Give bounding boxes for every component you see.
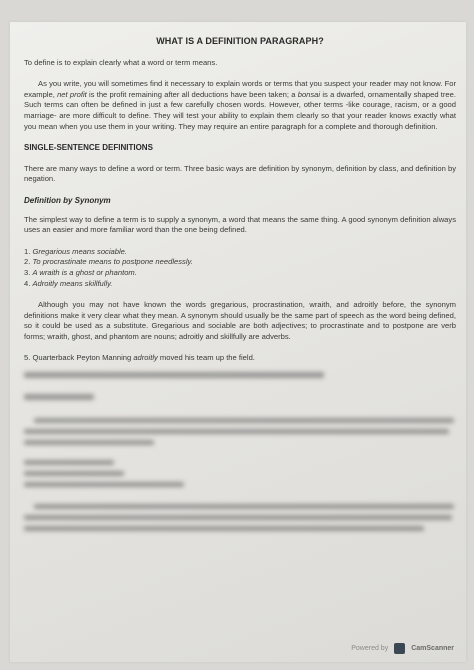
example-list — [24, 247, 456, 289]
camscanner-brand: CamScanner — [411, 645, 454, 652]
list-item — [24, 257, 456, 268]
example-5-text-a: 5. Quarterback Peyton Manning — [24, 353, 134, 363]
blurred-text-placeholder — [24, 372, 456, 587]
blurred-content — [24, 372, 456, 591]
list-number: 4. — [24, 278, 33, 288]
paragraph-3: The simplest way to define a term is to supply a synonym, a word that means the same thing. A good synonym definition always uses an easier and more familiar word than the one being defined. — [24, 214, 456, 235]
page-title: WHAT IS A DEFINITION PARAGRAPH? — [156, 36, 324, 46]
paragraph-1 — [24, 79, 456, 132]
paragraph-4: Although you may not have known the words gregarious, procrastination, wraith, and adroitly before, the synonym definitions make it very clear what they mean. A synonym should usually be the same part of speech as the word being defined, so it could be used as a substitute. Gregarious and sociable are both adjectives; to procrastinate and to postpone are verb forms; wraith, ghost, and phantom are nouns; adroitly and skillfully are adverbs. — [24, 300, 456, 341]
section-heading: SINGLE-SENTENCE DEFINITIONS — [24, 143, 153, 153]
scanner-footer — [351, 643, 454, 654]
document-page — [10, 22, 466, 662]
list-text: A wraith is a ghost or phantom. — [32, 267, 137, 277]
list-text: To procrastinate means to postpone needlessly. — [32, 257, 193, 267]
document-content — [24, 36, 456, 591]
list-item — [24, 247, 456, 258]
list-item — [24, 268, 456, 279]
list-number: 1. — [24, 246, 33, 256]
term-bonsai: bonsai — [297, 89, 321, 99]
intro-sentence: To define is to explain clearly what a word or term means. — [24, 57, 218, 67]
example-5-text-b: moved his team up the field. — [157, 353, 255, 363]
list-text: Adroitly means skillfully. — [32, 278, 113, 288]
list-item — [24, 279, 456, 290]
term-net-profit: net profit — [57, 89, 87, 99]
powered-by-label: Powered by — [351, 645, 389, 652]
list-number: 2. — [24, 257, 33, 267]
paragraph-1-text-b: is the profit remaining after all deductions have been taken; a — [86, 89, 298, 99]
paragraph-1-text-a: As you write, you will sometimes find it necessary to explain words or terms that you suspect your reader may not know. For example, — [24, 79, 456, 99]
example-5-term: adroitly — [133, 353, 158, 363]
subheading-synonym: Definition by Synonym — [24, 195, 111, 205]
list-text: Gregarious means sociable. — [32, 246, 128, 256]
example-5 — [24, 353, 456, 364]
paragraph-2: There are many ways to define a word or term. Three basic ways are definition by synonym, definition by class, and definition by negation. — [24, 163, 456, 184]
camscanner-logo-icon — [394, 643, 405, 654]
list-number: 3. — [24, 267, 33, 277]
paragraph-1-text-c: is a dwarfed, ornamentally shaped tree. Such terms can often be defined in just a few carefully chosen words. However, other terms -like courage, racism, or a good marriage- are more difficult to define. They will test your ability to explain them clearly so that your reader knows exactly what you mean when you use them in your writing. They may require an entire paragraph for a complete and thorough definition. — [24, 89, 456, 131]
